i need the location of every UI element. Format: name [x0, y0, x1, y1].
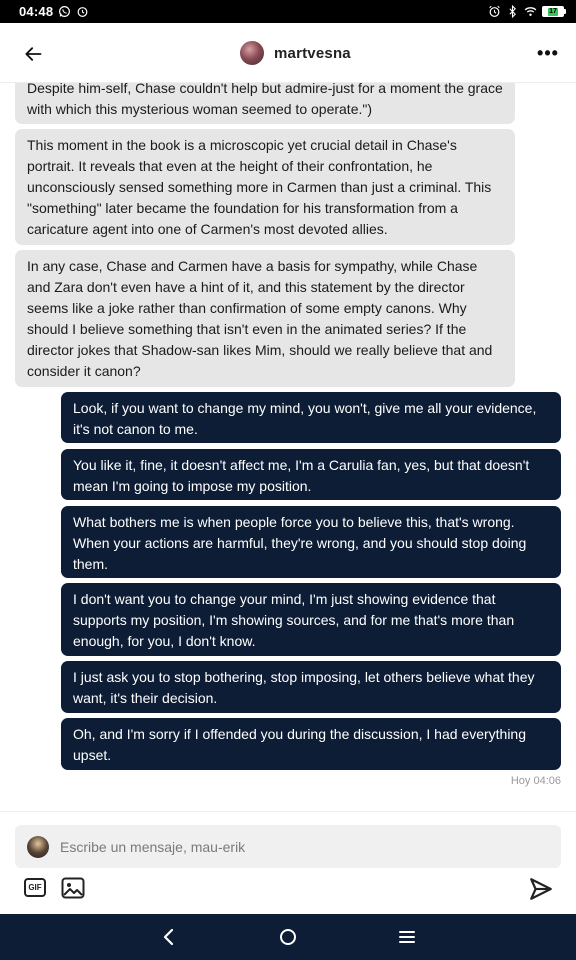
alarm-icon	[488, 5, 501, 18]
back-button[interactable]	[20, 41, 46, 67]
message-bubble-outgoing[interactable]: What bothers me is when people force you to believe this, that's wrong. When your actions are harmful, they're wrong, and you should stop doing them.	[61, 506, 561, 578]
message-list[interactable]	[0, 83, 576, 811]
message-bubble-outgoing[interactable]: I don't want you to change your mind, I'm just showing evidence that supports my position, I'm showing sources, and for me that's more than enough, for you, I don't know.	[61, 583, 561, 656]
more-options-button[interactable]	[536, 41, 560, 65]
bluetooth-icon	[506, 5, 519, 18]
chat-partner-name[interactable]: martvesna	[274, 44, 351, 62]
avatar[interactable]	[240, 41, 264, 65]
message-bubble-outgoing[interactable]: I just ask you to stop bothering, stop imposing, let others believe what they want, it's their decision.	[61, 661, 561, 713]
whatsapp-icon	[58, 5, 71, 18]
nav-back-button[interactable]	[157, 925, 181, 949]
system-nav-bar	[0, 914, 576, 960]
message-timestamp: Hoy 04:06	[510, 775, 561, 787]
message-bubble-outgoing[interactable]: Oh, and I'm sorry if I offended you during the discussion, I had everything upset.	[61, 718, 561, 770]
message-bubble-outgoing[interactable]: You like it, fine, it doesn't affect me, I'm a Carulia fan, yes, but that doesn't mean I'm going to impose my position.	[61, 449, 561, 500]
message-bubble-incoming[interactable]: In any case, Chase and Carmen have a basis for sympathy, while Chase and Zara don't even have a hint of it, and this statement by the director seems like a joke rather than confirmation of some empty canons. Why should I believe something that isn't even in the animated series? If the director jokes that Shadow-san likes Mim, should we really believe that and consider it canon?	[15, 250, 515, 387]
wifi-icon	[524, 5, 537, 18]
status-bar	[0, 0, 576, 23]
message-input-wrapper[interactable]	[15, 825, 561, 868]
gif-icon: GIF	[28, 883, 42, 892]
arrow-left-icon	[23, 44, 43, 64]
message-bubble-incoming[interactable]: Despite him-self, Chase couldn't help but admire-just for a moment the grace with which this mysterious woman seemed to operate.")	[15, 83, 515, 124]
chat-partner[interactable]	[240, 41, 351, 65]
message-input[interactable]	[60, 839, 530, 855]
battery-icon	[542, 6, 566, 17]
message-bubble-outgoing[interactable]: Look, if you want to change my mind, you won't, give me all your evidence, it's not canon to me.	[61, 392, 561, 443]
menu-icon	[398, 929, 416, 945]
chat-header	[0, 23, 576, 83]
avatar	[27, 836, 49, 858]
image-icon	[61, 877, 85, 899]
send-icon	[528, 876, 554, 902]
message-composer	[0, 811, 576, 914]
battery-level: 17	[549, 7, 557, 15]
send-button[interactable]	[528, 876, 554, 902]
chevron-left-icon	[161, 928, 177, 946]
nav-menu-button[interactable]	[395, 925, 419, 949]
home-circle-icon	[279, 928, 297, 946]
gif-button[interactable]	[24, 878, 46, 897]
message-bubble-incoming[interactable]: This moment in the book is a microscopic yet crucial detail in Chase's portrait. It reveals that even at the height of their confrontation, he unconsciously sensed something more in Carmen than just a criminal. This "something" later became the foundation for his transformation from a caricature agent into one of Carmen's most devoted allies.	[15, 129, 515, 245]
image-button[interactable]	[61, 877, 85, 899]
nav-home-button[interactable]	[276, 925, 300, 949]
more-dots-icon: •••	[537, 42, 559, 63]
status-time: 04:48	[19, 4, 54, 19]
alarm-icon	[76, 5, 89, 18]
